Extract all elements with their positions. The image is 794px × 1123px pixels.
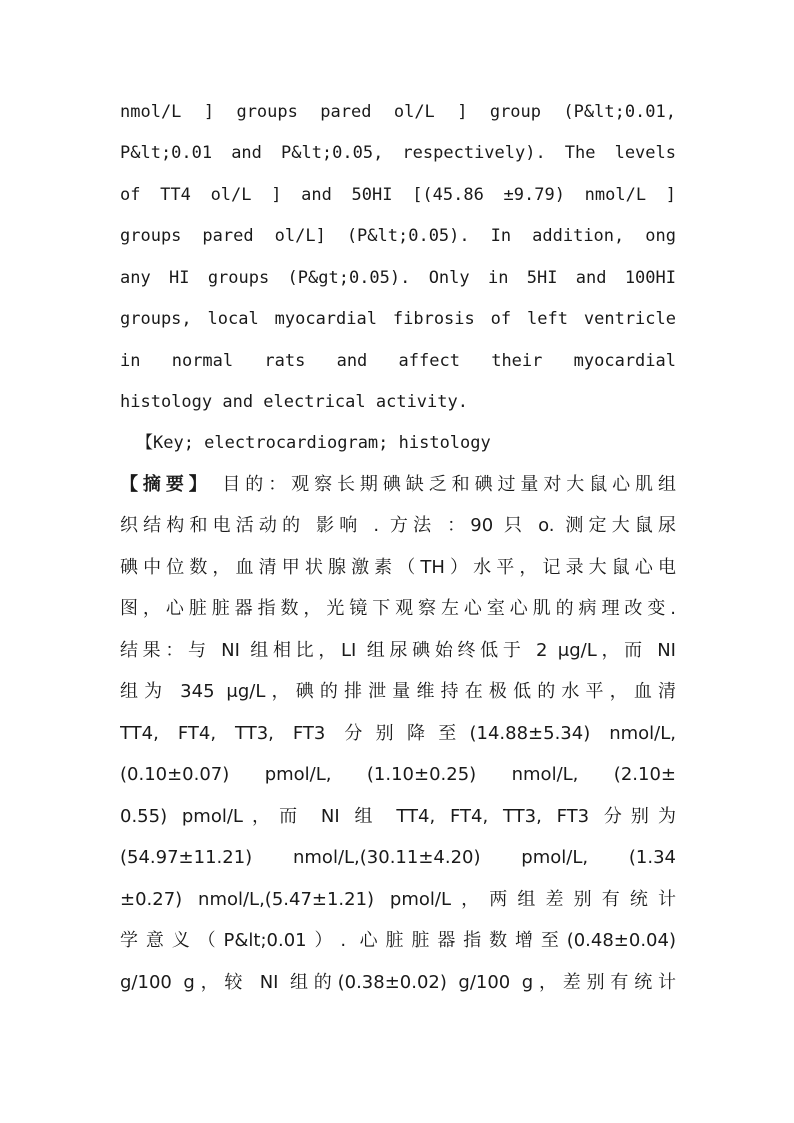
english-abstract-line: groups, local myocardial fibrosis of left ventricle — [120, 309, 676, 329]
chinese-abstract-line: ±0.27) nmol/L,(5.47±1.21) pmol/L，两组差别有统计 — [120, 889, 676, 910]
chinese-abstract-line: g/100 g，较 NI 组的(0.38±0.02) g/100 g，差别有统计 — [120, 972, 676, 993]
chinese-abstract-line: TT4, FT4, TT3, FT3 分别降至(14.88±5.34) nmol/L, — [120, 723, 676, 744]
english-abstract-line: groups pared ol/L] (P&lt;0.05). In addition, ong — [120, 226, 676, 246]
chinese-abstract-line: 组为 345 μg/L，碘的排泄量维持在极低的水平，血清 — [120, 681, 676, 702]
chinese-abstract-line: 碘中位数，血清甲状腺激素（TH）水平，记录大鼠心电 — [120, 557, 676, 578]
chinese-abstract-line: 学意义（P&lt;0.01）. 心脏脏器指数增至(0.48±0.04) — [120, 930, 676, 951]
english-abstract-line: P&lt;0.01 and P&lt;0.05, respectively). The levels — [120, 143, 676, 163]
abstract-tag: 【摘要】 — [120, 474, 212, 495]
english-abstract-line: of TT4 ol/L ] and 50HI [(45.86 ±9.79) nmol/L ] — [120, 185, 676, 205]
english-abstract-line: nmol/L ] groups pared ol/L ] group (P&lt;0.01, — [120, 102, 676, 122]
chinese-abstract-first-line — [120, 470, 676, 500]
english-abstract-line: any HI groups (P&gt;0.05). Only in 5HI and 100HI — [120, 268, 676, 288]
chinese-abstract-text: 目的：观察长期碘缺乏和碘过量对大鼠心肌组 — [211, 474, 676, 495]
chinese-abstract-line: 图，心脏脏器指数，光镜下观察左心室心肌的病理改变. — [120, 598, 676, 619]
chinese-abstract-line: (0.10±0.07) pmol/L, (1.10±0.25) nmol/L, (2.10± — [120, 764, 676, 785]
chinese-abstract-line: (54.97±11.21) nmol/L,(30.11±4.20) pmol/L, (1.34 — [120, 847, 676, 868]
english-abstract-line: histology and electrical activity. — [120, 392, 468, 412]
chinese-abstract-line: 结果：与 NI 组相比，LI 组尿碘始终低于 2 μg/L，而 NI — [120, 640, 676, 661]
chinese-abstract-line: 0.55) pmol/L，而 NI 组 TT4, FT4, TT3, FT3 分别为 — [120, 806, 676, 827]
keywords-line: 【Key; electrocardiogram; histology — [136, 433, 491, 453]
chinese-abstract-line: 织结构和电活动的 影响 . 方法 ：90 只 o. 测定大鼠尿 — [120, 515, 676, 536]
english-abstract-line: in normal rats and affect their myocardial — [120, 351, 676, 371]
